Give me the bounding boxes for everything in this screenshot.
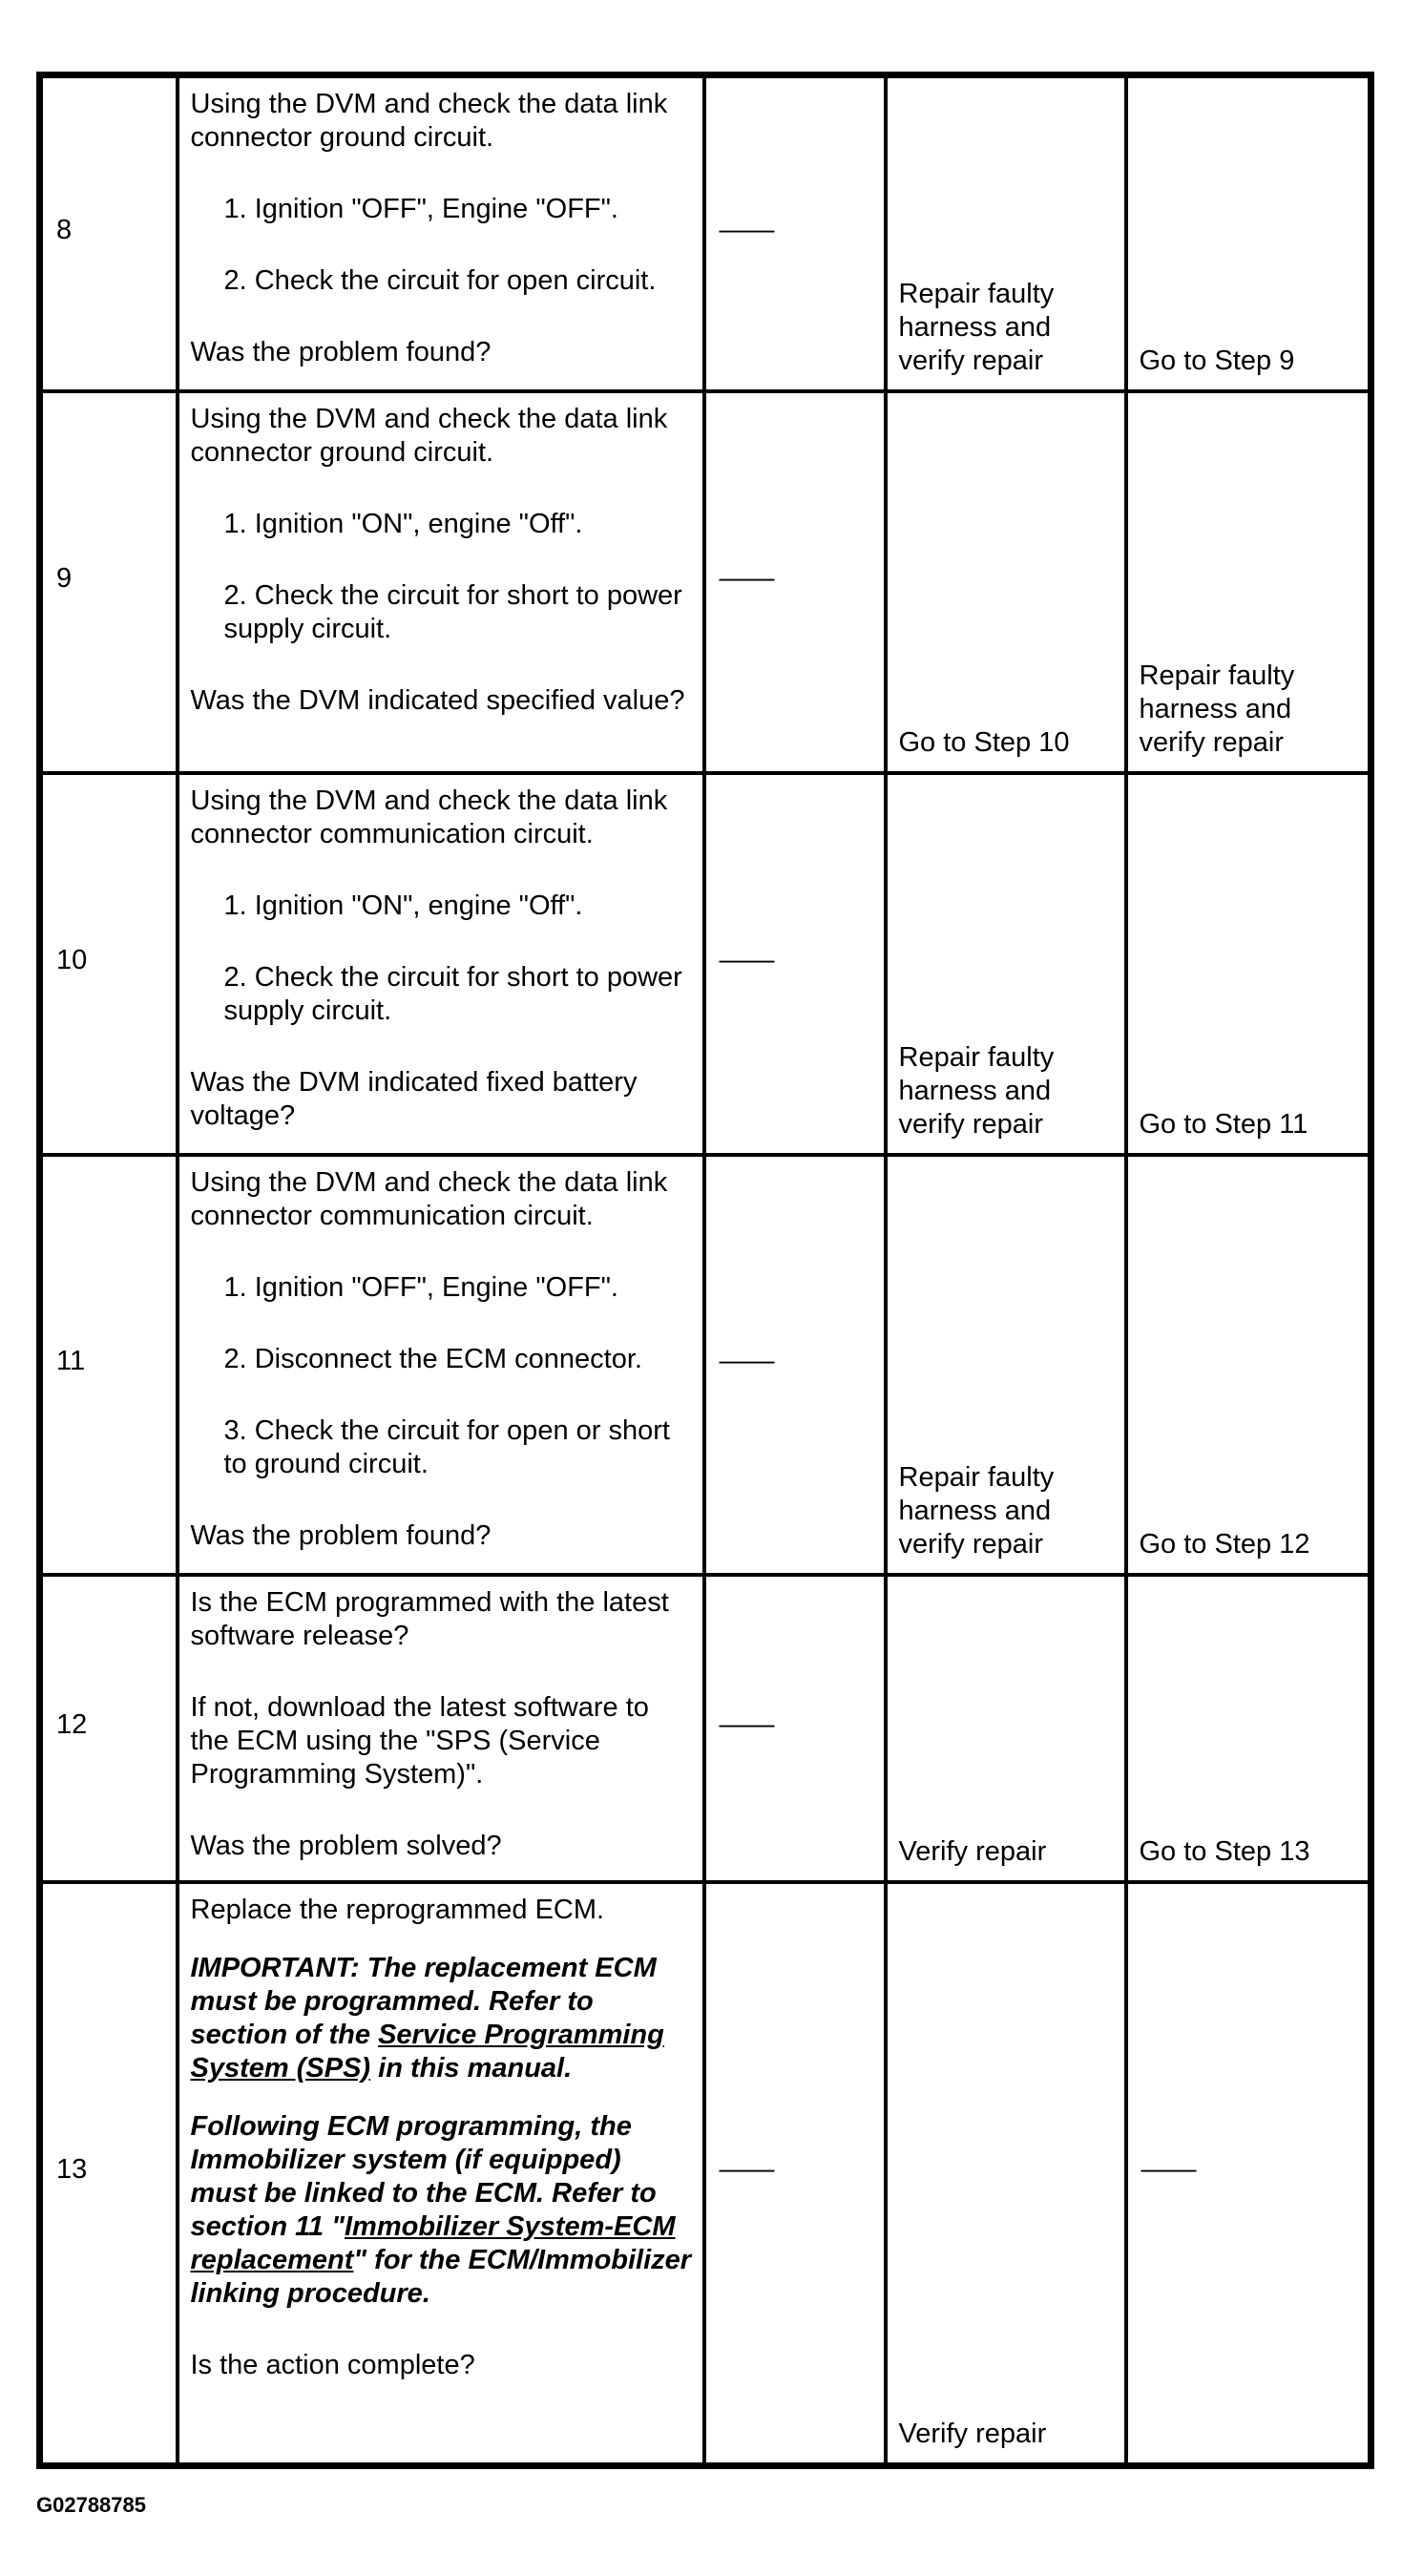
no-cell: Go to Step 9 [1126,75,1371,391]
table-row [40,1155,1371,1575]
action-intro: Using the DVM and check the data link connector ground circuit. [190,89,668,153]
action-cell [178,773,704,1155]
table-row [40,1882,1371,2466]
important-note: IMPORTANT: The replacement ECM must be programmed. Refer to section of the Service Programming System (SPS) in this manual. [190,1952,664,2084]
value-dash: —— [719,563,775,594]
action-substep: 2. Check the circuit for short to power supply circuit. [223,579,682,644]
action-question: Was the DVM indicated fixed battery voltage? [190,1066,638,1131]
step-number: 13 [40,1882,178,2466]
no-cell [1126,1882,1371,2466]
action-substep: 2. Check the circuit for short to power supply circuit. [223,961,682,1026]
value-cell [704,391,886,773]
value-cell [704,1155,886,1575]
action-substep: 1. Ignition "ON", engine "Off". [223,890,583,921]
yes-cell: Verify repair [886,1882,1126,2466]
no-cell: Go to Step 12 [1126,1155,1371,1575]
value-dash: —— [719,945,775,975]
action-question: Was the problem solved? [190,1830,502,1861]
table-row [40,391,1371,773]
value-cell [704,1882,886,2466]
step-number: 10 [40,773,178,1155]
value-cell [704,75,886,391]
table-row [40,773,1371,1155]
table-row [40,1575,1371,1882]
action-intro: Replace the reprogrammed ECM. [190,1894,605,1925]
action-cell [178,1882,704,2466]
action-intro: Is the ECM programmed with the latest software release? [190,1586,669,1651]
action-question: Was the problem found? [190,1519,492,1551]
action-substep: 2. Check the circuit for open circuit. [223,265,657,296]
step-number: 12 [40,1575,178,1882]
action-intro: Using the DVM and check the data link connector communication circuit. [190,785,668,849]
value-dash: —— [719,1346,775,1376]
no-cell: Go to Step 13 [1126,1575,1371,1882]
action-cell [178,75,704,391]
value-cell [704,773,886,1155]
action-cell [178,1155,704,1575]
yes-cell: Repair faulty harness and verify repair [886,75,1126,391]
value-dash: —— [719,1709,775,1740]
sps-section-link[interactable]: Service Programming System (SPS) [190,2019,664,2084]
no-cell: Repair faulty harness and verify repair [1126,391,1371,773]
value-dash: —— [719,215,775,246]
action-cell [178,1575,704,1882]
diagnostic-table [36,72,1374,2469]
action-substep: 3. Check the circuit for open or short to ground circuit. [223,1414,670,1479]
yes-cell: Go to Step 10 [886,391,1126,773]
table-row [40,75,1371,391]
yes-cell: Repair faulty harness and verify repair [886,1155,1126,1575]
action-intro: Using the DVM and check the data link connector ground circuit. [190,403,668,468]
action-question: Was the problem found? [190,337,492,367]
immobilizer-section-link[interactable]: Immobilizer System-ECM replacement [190,2210,676,2275]
value-cell [704,1575,886,1882]
action-substep: 2. Disconnect the ECM connector. [223,1343,642,1374]
action-cell [178,391,704,773]
action-intro: Using the DVM and check the data link connector communication circuit. [190,1166,668,1231]
yes-cell: Repair faulty harness and verify repair [886,773,1126,1155]
action-substep: 1. Ignition "OFF", Engine "OFF". [223,194,618,224]
figure-code: G02788785 [36,2493,146,2517]
action-question: Was the DVM indicated specified value? [190,684,685,716]
action-paragraph: If not, download the latest software to the ECM using the "SPS (Service Programming System)". [190,1691,649,1790]
step-number: 8 [40,75,178,391]
action-question: Is the action complete? [190,2349,475,2380]
yes-cell: Verify repair [886,1575,1126,1882]
no-dash: —— [1140,2154,1197,2186]
action-substep: 1. Ignition "OFF", Engine "OFF". [223,1271,618,1303]
step-number: 11 [40,1155,178,1575]
value-dash: —— [719,2154,775,2186]
step-number: 9 [40,391,178,773]
action-substep: 1. Ignition "ON", engine "Off". [223,508,583,539]
immobilizer-note: Following ECM programming, the Immobilizer system (if equipped) must be linked to the ECM. Refer to section 11 "Immobilizer System-ECM replacement" for the ECM/Immobilizer linking procedure. [190,2110,692,2309]
no-cell: Go to Step 11 [1126,773,1371,1155]
